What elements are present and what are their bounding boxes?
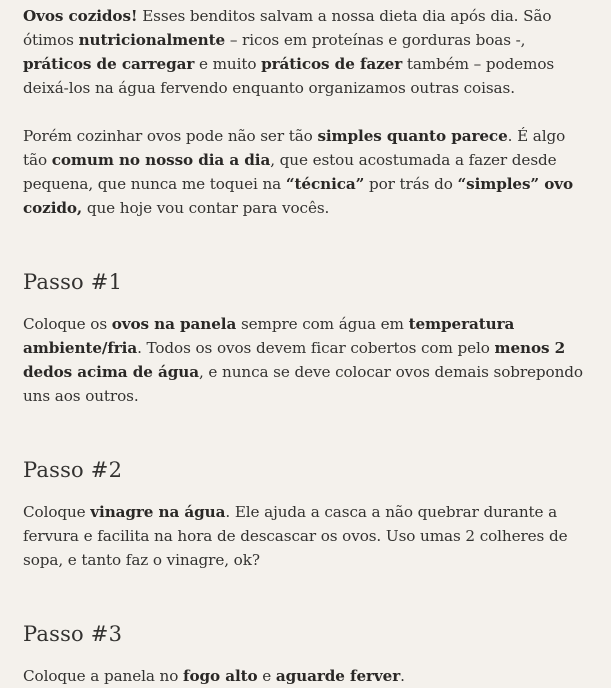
emphasis-text: “técnica” — [285, 175, 365, 193]
emphasis-text: ovos na panela — [111, 315, 237, 333]
emphasis-text: comum no nosso dia a dia — [51, 151, 271, 169]
body-text: , e nunca se deve colocar ovos demais sobrepondo uns aos outros. — [23, 363, 583, 405]
emphasis-text: práticos de fazer — [261, 55, 403, 73]
body-text: também – podemos deixá-los na água fervendo enquanto organizamos outras coisas. — [23, 55, 555, 97]
body-text: Coloque — [23, 503, 91, 521]
emphasis-text: vinagre na água — [90, 503, 226, 521]
emphasis-text: menos 2 dedos acima de água — [23, 339, 566, 381]
body-text: Porém cozinhar ovos pode não ser tão — [23, 127, 318, 145]
body-text: por trás do — [364, 175, 458, 193]
body-text: , que estou acostumada a fazer desde pequena, que nunca me toquei na — [23, 151, 557, 193]
intro-paragraph-1 — [23, 4, 591, 100]
body-text: . Ele ajuda a casca a não quebrar durante a fervura e facilita na hora de descascar os ovos. Uso umas 2 colheres de sopa, e tanto faz o vinagre, ok? — [23, 503, 568, 569]
step-3-body — [23, 664, 591, 688]
emphasis-text: temperatura ambiente/fria — [23, 315, 515, 357]
emphasis-text: nutricionalmente — [78, 31, 226, 49]
body-text: Coloque a panela no — [23, 667, 184, 685]
body-text: Coloque os — [23, 315, 112, 333]
body-text: . É algo tão — [23, 127, 566, 169]
body-text: sempre com água em — [236, 315, 409, 333]
step-2-body — [23, 500, 591, 572]
step-1-body — [23, 312, 591, 408]
step-1-heading: Passo #1 — [23, 270, 123, 294]
intro-paragraph-2 — [23, 124, 591, 220]
emphasis-text: Ovos cozidos! — [23, 7, 138, 25]
body-text: e — [257, 667, 276, 685]
body-text: . Todos os ovos devem ficar cobertos com pelo — [137, 339, 495, 357]
body-text: que hoje vou contar para vocês. — [82, 199, 330, 217]
emphasis-text: práticos de carregar — [23, 55, 195, 73]
emphasis-text: fogo alto — [183, 667, 258, 685]
emphasis-text: aguarde ferver — [275, 667, 401, 685]
emphasis-text: “simples” ovo cozido, — [23, 175, 574, 217]
body-text: e muito — [194, 55, 262, 73]
body-text: Esses benditos salvam a nossa dieta dia após dia. São ótimos — [23, 7, 552, 49]
body-text: – ricos em proteínas e gorduras boas -, — [225, 31, 526, 49]
step-2-heading: Passo #2 — [23, 458, 123, 482]
emphasis-text: simples quanto parece — [317, 127, 508, 145]
step-3-heading: Passo #3 — [23, 622, 123, 646]
body-text: . — [400, 667, 405, 685]
